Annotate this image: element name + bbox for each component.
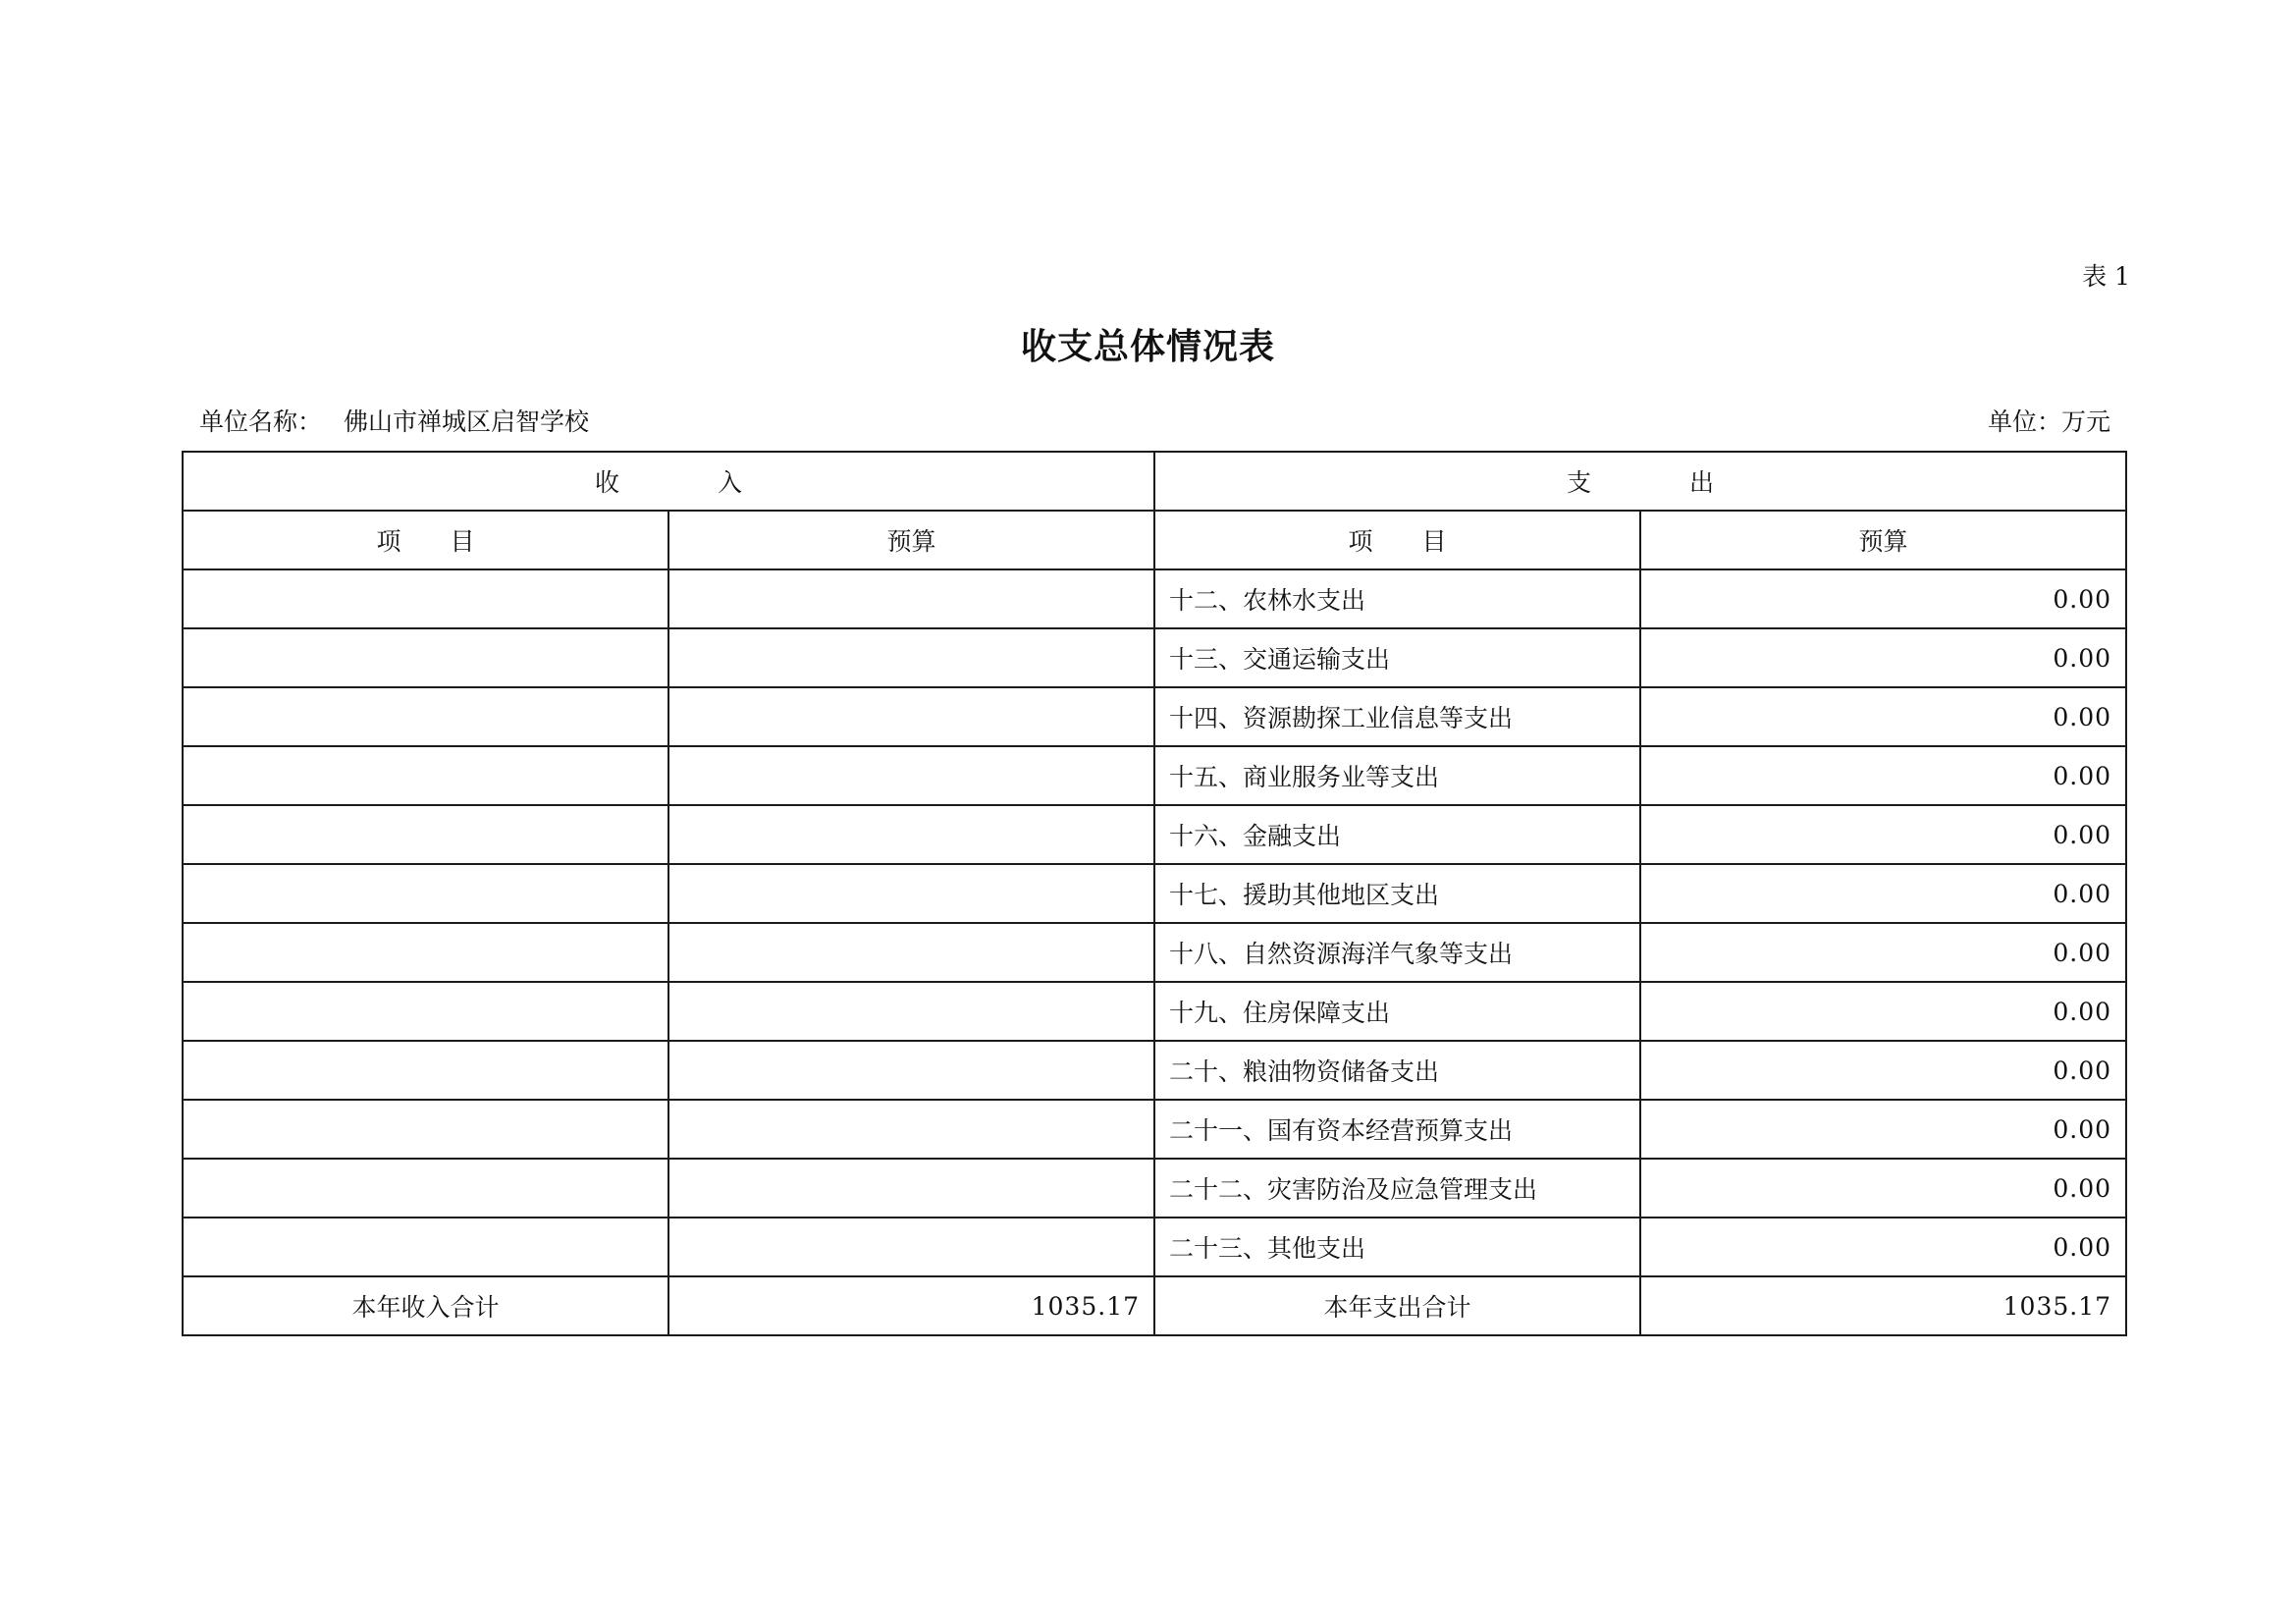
expense-budget-cell: 0.00 [1640, 1041, 2126, 1100]
expense-item-cell: 十三、交通运输支出 [1154, 628, 1640, 687]
table-row [183, 569, 2126, 628]
expense-budget-cell: 0.00 [1640, 1159, 2126, 1218]
expense-item-cell: 十四、资源勘探工业信息等支出 [1154, 687, 1640, 746]
column-header-row [183, 511, 2126, 569]
totals-row [183, 1276, 2126, 1335]
income-item-header: 项 目 [183, 511, 668, 569]
expense-item-cell: 二十、粮油物资储备支出 [1154, 1041, 1640, 1100]
income-total-value: 1035.17 [668, 1276, 1154, 1335]
income-item-cell [183, 1159, 668, 1218]
expense-item-cell: 十五、商业服务业等支出 [1154, 746, 1640, 805]
expense-budget-header: 预算 [1640, 511, 2126, 569]
table-row [183, 1159, 2126, 1218]
expense-budget-cell: 0.00 [1640, 746, 2126, 805]
currency-unit: 单位：万元 [1987, 407, 2110, 436]
income-item-cell [183, 864, 668, 923]
unit-label: 单位名称： [199, 407, 323, 436]
expense-item-header: 项 目 [1154, 511, 1640, 569]
document-title: 收支总体情况表 [1020, 327, 1275, 367]
income-budget-cell [668, 982, 1154, 1041]
expense-item-cell: 二十一、国有资本经营预算支出 [1154, 1100, 1640, 1159]
table-row [183, 687, 2126, 746]
income-item-cell [183, 746, 668, 805]
expense-budget-cell: 0.00 [1640, 923, 2126, 982]
income-budget-cell [668, 1041, 1154, 1100]
income-budget-cell [668, 805, 1154, 864]
expense-budget-cell: 0.00 [1640, 628, 2126, 687]
income-item-cell [183, 1041, 668, 1100]
budget-table [182, 451, 2127, 1336]
table-row [183, 923, 2126, 982]
table-row [183, 864, 2126, 923]
unit-name: 佛山市禅城区启智学校 [344, 407, 590, 436]
table-row [183, 982, 2126, 1041]
expense-item-cell: 二十三、其他支出 [1154, 1218, 1640, 1276]
table-row [183, 1218, 2126, 1276]
expense-budget-cell: 0.00 [1640, 864, 2126, 923]
expense-budget-cell: 0.00 [1640, 569, 2126, 628]
table-row [183, 1100, 2126, 1159]
unit-info [199, 403, 589, 438]
income-budget-cell [668, 923, 1154, 982]
expense-item-cell: 十二、农林水支出 [1154, 569, 1640, 628]
expense-item-cell: 十七、援助其他地区支出 [1154, 864, 1640, 923]
income-budget-cell [668, 864, 1154, 923]
expense-budget-cell: 0.00 [1640, 687, 2126, 746]
expense-budget-cell: 0.00 [1640, 1218, 2126, 1276]
income-item-cell [183, 1100, 668, 1159]
income-budget-cell [668, 687, 1154, 746]
expense-budget-cell: 0.00 [1640, 982, 2126, 1041]
income-budget-cell [668, 1159, 1154, 1218]
expense-item-cell: 二十二、灾害防治及应急管理支出 [1154, 1159, 1640, 1218]
income-total-label: 本年收入合计 [183, 1276, 668, 1335]
income-budget-header: 预算 [668, 511, 1154, 569]
table-row [183, 805, 2126, 864]
expense-item-cell: 十八、自然资源海洋气象等支出 [1154, 923, 1640, 982]
expense-item-cell: 十九、住房保障支出 [1154, 982, 1640, 1041]
income-budget-cell [668, 746, 1154, 805]
income-item-cell [183, 687, 668, 746]
expense-section-header: 支 出 [1154, 452, 2126, 511]
table-number: 表 1 [2082, 262, 2130, 291]
income-item-cell [183, 1218, 668, 1276]
income-budget-cell [668, 1218, 1154, 1276]
section-header-row [183, 452, 2126, 511]
expense-budget-cell: 0.00 [1640, 1100, 2126, 1159]
expense-total-label: 本年支出合计 [1154, 1276, 1640, 1335]
expense-budget-cell: 0.00 [1640, 805, 2126, 864]
income-budget-cell [668, 1100, 1154, 1159]
expense-item-cell: 十六、金融支出 [1154, 805, 1640, 864]
income-item-cell [183, 923, 668, 982]
income-budget-cell [668, 628, 1154, 687]
table-row [183, 628, 2126, 687]
expense-total-value: 1035.17 [1640, 1276, 2126, 1335]
income-item-cell [183, 628, 668, 687]
income-item-cell [183, 982, 668, 1041]
income-item-cell [183, 805, 668, 864]
income-section-header: 收 入 [183, 452, 1154, 511]
income-budget-cell [668, 569, 1154, 628]
table-row [183, 1041, 2126, 1100]
income-item-cell [183, 569, 668, 628]
table-row [183, 746, 2126, 805]
